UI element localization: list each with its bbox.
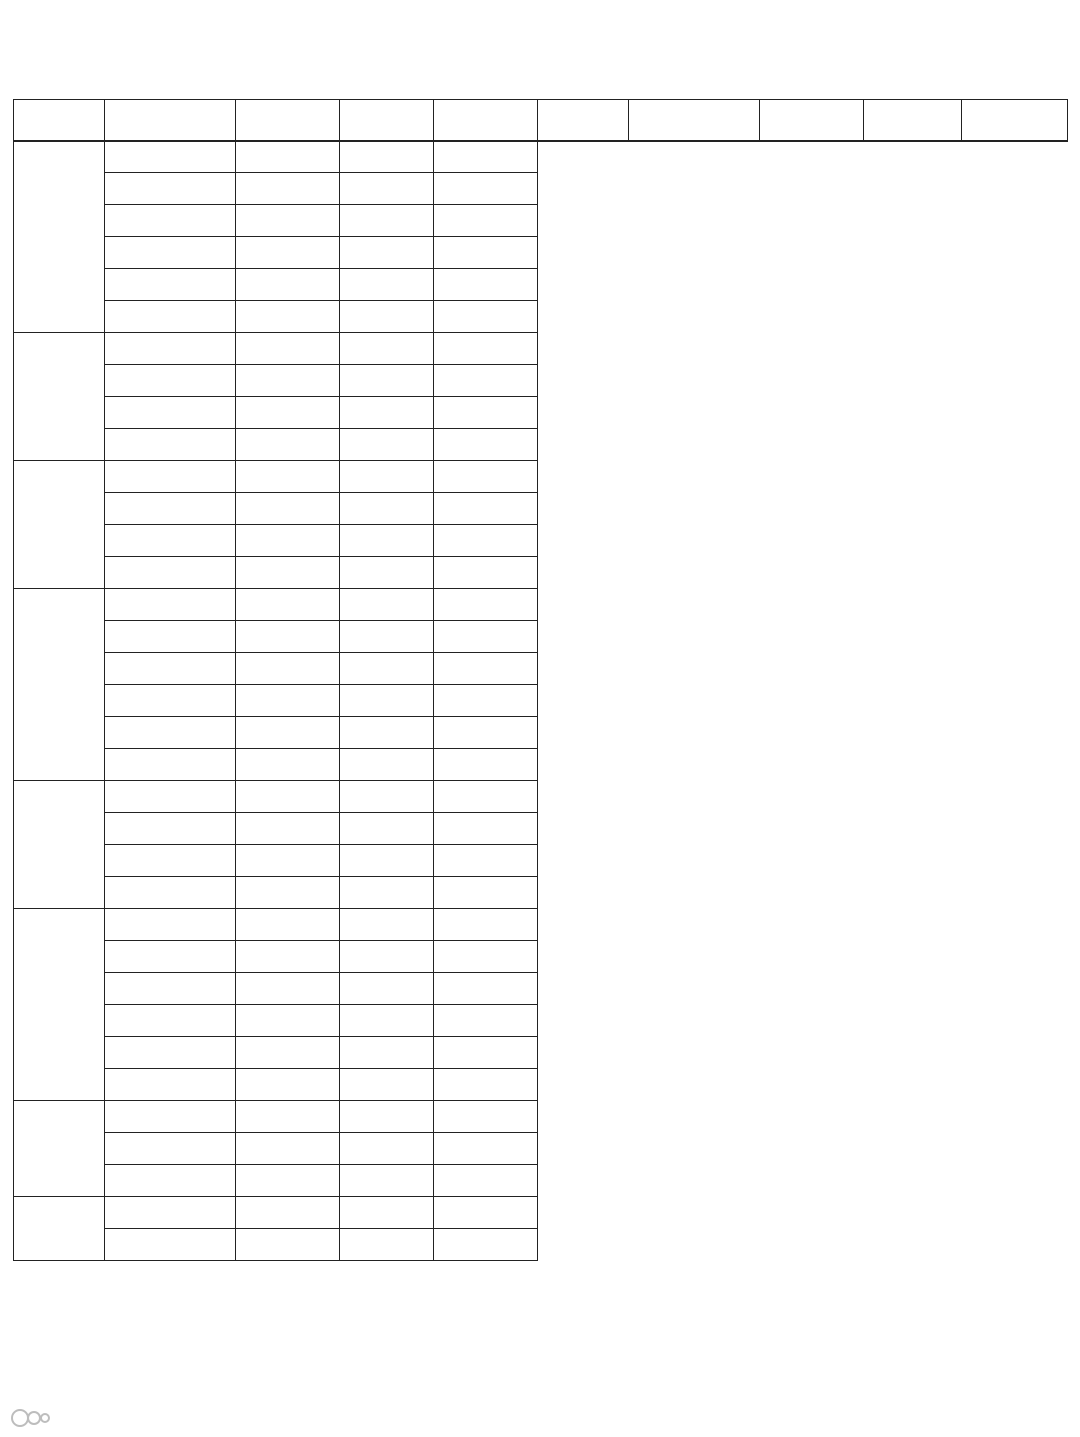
volume-cell-left xyxy=(236,845,340,877)
yoy-cell-left xyxy=(340,1133,434,1165)
yoy-cell-left xyxy=(340,461,434,493)
share-cell-left xyxy=(434,621,538,653)
volume-cell-left xyxy=(236,749,340,781)
total-label-cell-left xyxy=(105,1165,236,1197)
share-cell-left xyxy=(434,1133,538,1165)
table-row xyxy=(14,749,1068,781)
volume-cell-left xyxy=(236,973,340,1005)
yoy-cell-left xyxy=(340,493,434,525)
yoy-cell-left xyxy=(340,781,434,813)
total-label-cell-left xyxy=(105,429,236,461)
volume-cell-left xyxy=(236,1037,340,1069)
share-cell-left xyxy=(434,493,538,525)
share-cell-left xyxy=(434,429,538,461)
table-row xyxy=(14,397,1068,429)
yoy-cell-left xyxy=(340,909,434,941)
share-cell-left xyxy=(434,525,538,557)
country-cell-left xyxy=(105,813,236,845)
table-row xyxy=(14,653,1068,685)
table-row xyxy=(14,1197,1068,1229)
watermark-logo xyxy=(8,1402,148,1432)
table-row xyxy=(14,493,1068,525)
share-cell-left xyxy=(434,685,538,717)
product-cell-left xyxy=(14,1101,105,1197)
yoy-cell-left xyxy=(340,877,434,909)
share-cell-left xyxy=(434,1165,538,1197)
volume-cell-left xyxy=(236,493,340,525)
country-cell-left xyxy=(105,1197,236,1229)
volume-cell-left xyxy=(236,397,340,429)
header-country-right xyxy=(629,100,760,141)
yoy-cell-left xyxy=(340,685,434,717)
yoy-cell-left xyxy=(340,1101,434,1133)
table-row xyxy=(14,173,1068,205)
volume-cell-left xyxy=(236,621,340,653)
table-row xyxy=(14,941,1068,973)
country-cell-left xyxy=(105,653,236,685)
yoy-cell-left xyxy=(340,749,434,781)
table-row xyxy=(14,205,1068,237)
volume-cell-left xyxy=(236,781,340,813)
country-cell-left xyxy=(105,717,236,749)
share-cell-left xyxy=(434,1037,538,1069)
country-cell-left xyxy=(105,685,236,717)
table-row xyxy=(14,1037,1068,1069)
yoy-cell-left xyxy=(340,301,434,333)
volume-cell-left xyxy=(236,429,340,461)
product-cell-left xyxy=(14,1197,105,1261)
country-cell-left xyxy=(105,173,236,205)
share-cell-left xyxy=(434,813,538,845)
share-cell-left xyxy=(434,205,538,237)
volume-cell-left xyxy=(236,1229,340,1261)
yoy-cell-left xyxy=(340,1197,434,1229)
table-row xyxy=(14,685,1068,717)
share-cell-left xyxy=(434,589,538,621)
total-label-cell-left xyxy=(105,1069,236,1101)
table-row xyxy=(14,301,1068,333)
share-cell-left xyxy=(434,1005,538,1037)
volume-cell-left xyxy=(236,237,340,269)
country-cell-left xyxy=(105,781,236,813)
table-row xyxy=(14,781,1068,813)
share-cell-left xyxy=(434,365,538,397)
yoy-cell-left xyxy=(340,1005,434,1037)
volume-cell-left xyxy=(236,557,340,589)
table-row xyxy=(14,333,1068,365)
volume-cell-left xyxy=(236,909,340,941)
share-cell-left xyxy=(434,653,538,685)
share-cell-left xyxy=(434,1229,538,1261)
volume-cell-left xyxy=(236,653,340,685)
country-cell-left xyxy=(105,141,236,173)
volume-cell-left xyxy=(236,141,340,173)
share-cell-left xyxy=(434,1101,538,1133)
volume-cell-left xyxy=(236,877,340,909)
yoy-cell-left xyxy=(340,173,434,205)
table-body xyxy=(14,141,1068,1261)
product-cell-left xyxy=(14,781,105,909)
country-cell-left xyxy=(105,333,236,365)
yoy-cell-left xyxy=(340,973,434,1005)
share-cell-left xyxy=(434,781,538,813)
country-cell-left xyxy=(105,589,236,621)
yoy-cell-left xyxy=(340,941,434,973)
country-cell-left xyxy=(105,621,236,653)
share-cell-left xyxy=(434,237,538,269)
yoy-cell-left xyxy=(340,397,434,429)
share-cell-left xyxy=(434,301,538,333)
country-cell-left xyxy=(105,1005,236,1037)
volume-cell-left xyxy=(236,301,340,333)
yoy-cell-left xyxy=(340,813,434,845)
volume-cell-left xyxy=(236,589,340,621)
share-cell-left xyxy=(434,845,538,877)
header-country-left xyxy=(105,100,236,141)
share-cell-left xyxy=(434,269,538,301)
table-row xyxy=(14,621,1068,653)
yoy-cell-left xyxy=(340,429,434,461)
product-cell-left xyxy=(14,333,105,461)
yoy-cell-left xyxy=(340,205,434,237)
share-cell-left xyxy=(434,1197,538,1229)
table-row xyxy=(14,269,1068,301)
total-label-cell-left xyxy=(105,877,236,909)
table-row xyxy=(14,429,1068,461)
table-row xyxy=(14,1229,1068,1261)
table-row xyxy=(14,717,1068,749)
table-row xyxy=(14,237,1068,269)
yoy-cell-left xyxy=(340,717,434,749)
volume-cell-left xyxy=(236,1101,340,1133)
share-cell-left xyxy=(434,973,538,1005)
yoy-cell-left xyxy=(340,141,434,173)
table-header-row xyxy=(14,100,1068,141)
table-row xyxy=(14,973,1068,1005)
volume-cell-left xyxy=(236,461,340,493)
volume-cell-left xyxy=(236,269,340,301)
volume-cell-left xyxy=(236,685,340,717)
table-row xyxy=(14,525,1068,557)
product-cell-left xyxy=(14,909,105,1101)
volume-cell-left xyxy=(236,941,340,973)
yoy-cell-left xyxy=(340,589,434,621)
country-cell-left xyxy=(105,397,236,429)
share-cell-left xyxy=(434,1069,538,1101)
yoy-cell-left xyxy=(340,621,434,653)
share-cell-left xyxy=(434,333,538,365)
volume-cell-left xyxy=(236,525,340,557)
country-cell-left xyxy=(105,1037,236,1069)
share-cell-left xyxy=(434,557,538,589)
table-row xyxy=(14,1165,1068,1197)
volume-cell-left xyxy=(236,173,340,205)
total-label-cell-left xyxy=(105,749,236,781)
yoy-cell-left xyxy=(340,557,434,589)
header-share-right xyxy=(962,100,1068,141)
table-row xyxy=(14,1101,1068,1133)
header-volume-right xyxy=(760,100,864,141)
table-row xyxy=(14,909,1068,941)
table-row xyxy=(14,1133,1068,1165)
country-cell-left xyxy=(105,845,236,877)
yoy-cell-left xyxy=(340,237,434,269)
country-cell-left xyxy=(105,973,236,1005)
yoy-cell-left xyxy=(340,1229,434,1261)
share-cell-left xyxy=(434,877,538,909)
country-cell-left xyxy=(105,941,236,973)
header-product-left xyxy=(14,100,105,141)
country-cell-left xyxy=(105,493,236,525)
header-yoy-left xyxy=(340,100,434,141)
total-label-cell-left xyxy=(105,301,236,333)
header-yoy-right xyxy=(864,100,962,141)
share-cell-left xyxy=(434,941,538,973)
yoy-cell-left xyxy=(340,653,434,685)
yoy-cell-left xyxy=(340,845,434,877)
total-label-cell-left xyxy=(105,557,236,589)
table-row xyxy=(14,813,1068,845)
yoy-cell-left xyxy=(340,269,434,301)
yoy-cell-left xyxy=(340,1037,434,1069)
country-cell-left xyxy=(105,365,236,397)
country-cell-left xyxy=(105,1101,236,1133)
product-cell-left xyxy=(14,461,105,589)
share-cell-left xyxy=(434,909,538,941)
header-product-right xyxy=(538,100,629,141)
volume-cell-left xyxy=(236,365,340,397)
share-cell-left xyxy=(434,461,538,493)
volume-cell-left xyxy=(236,1197,340,1229)
country-cell-left xyxy=(105,1133,236,1165)
volume-cell-left xyxy=(236,1133,340,1165)
table-row xyxy=(14,1069,1068,1101)
table-row xyxy=(14,589,1068,621)
country-cell-left xyxy=(105,909,236,941)
volume-cell-left xyxy=(236,813,340,845)
share-cell-left xyxy=(434,749,538,781)
volume-cell-left xyxy=(236,1165,340,1197)
import-table xyxy=(13,99,1068,1261)
header-share-left xyxy=(434,100,538,141)
table-row xyxy=(14,845,1068,877)
header-volume-left xyxy=(236,100,340,141)
table-row xyxy=(14,461,1068,493)
country-cell-left xyxy=(105,461,236,493)
country-cell-left xyxy=(105,525,236,557)
yoy-cell-left xyxy=(340,1165,434,1197)
yoy-cell-left xyxy=(340,333,434,365)
table-row xyxy=(14,141,1068,173)
volume-cell-left xyxy=(236,1069,340,1101)
share-cell-left xyxy=(434,141,538,173)
country-cell-left xyxy=(105,237,236,269)
product-cell-left xyxy=(14,589,105,781)
share-cell-left xyxy=(434,397,538,429)
yoy-cell-left xyxy=(340,1069,434,1101)
volume-cell-left xyxy=(236,205,340,237)
country-cell-left xyxy=(105,1229,236,1261)
share-cell-left xyxy=(434,173,538,205)
product-cell-left xyxy=(14,141,105,333)
yoy-cell-left xyxy=(340,365,434,397)
table-row xyxy=(14,1005,1068,1037)
table-row xyxy=(14,557,1068,589)
table-row xyxy=(14,365,1068,397)
table-row xyxy=(14,877,1068,909)
country-cell-left xyxy=(105,269,236,301)
volume-cell-left xyxy=(236,1005,340,1037)
country-cell-left xyxy=(105,205,236,237)
volume-cell-left xyxy=(236,717,340,749)
yoy-cell-left xyxy=(340,525,434,557)
share-cell-left xyxy=(434,717,538,749)
volume-cell-left xyxy=(236,333,340,365)
